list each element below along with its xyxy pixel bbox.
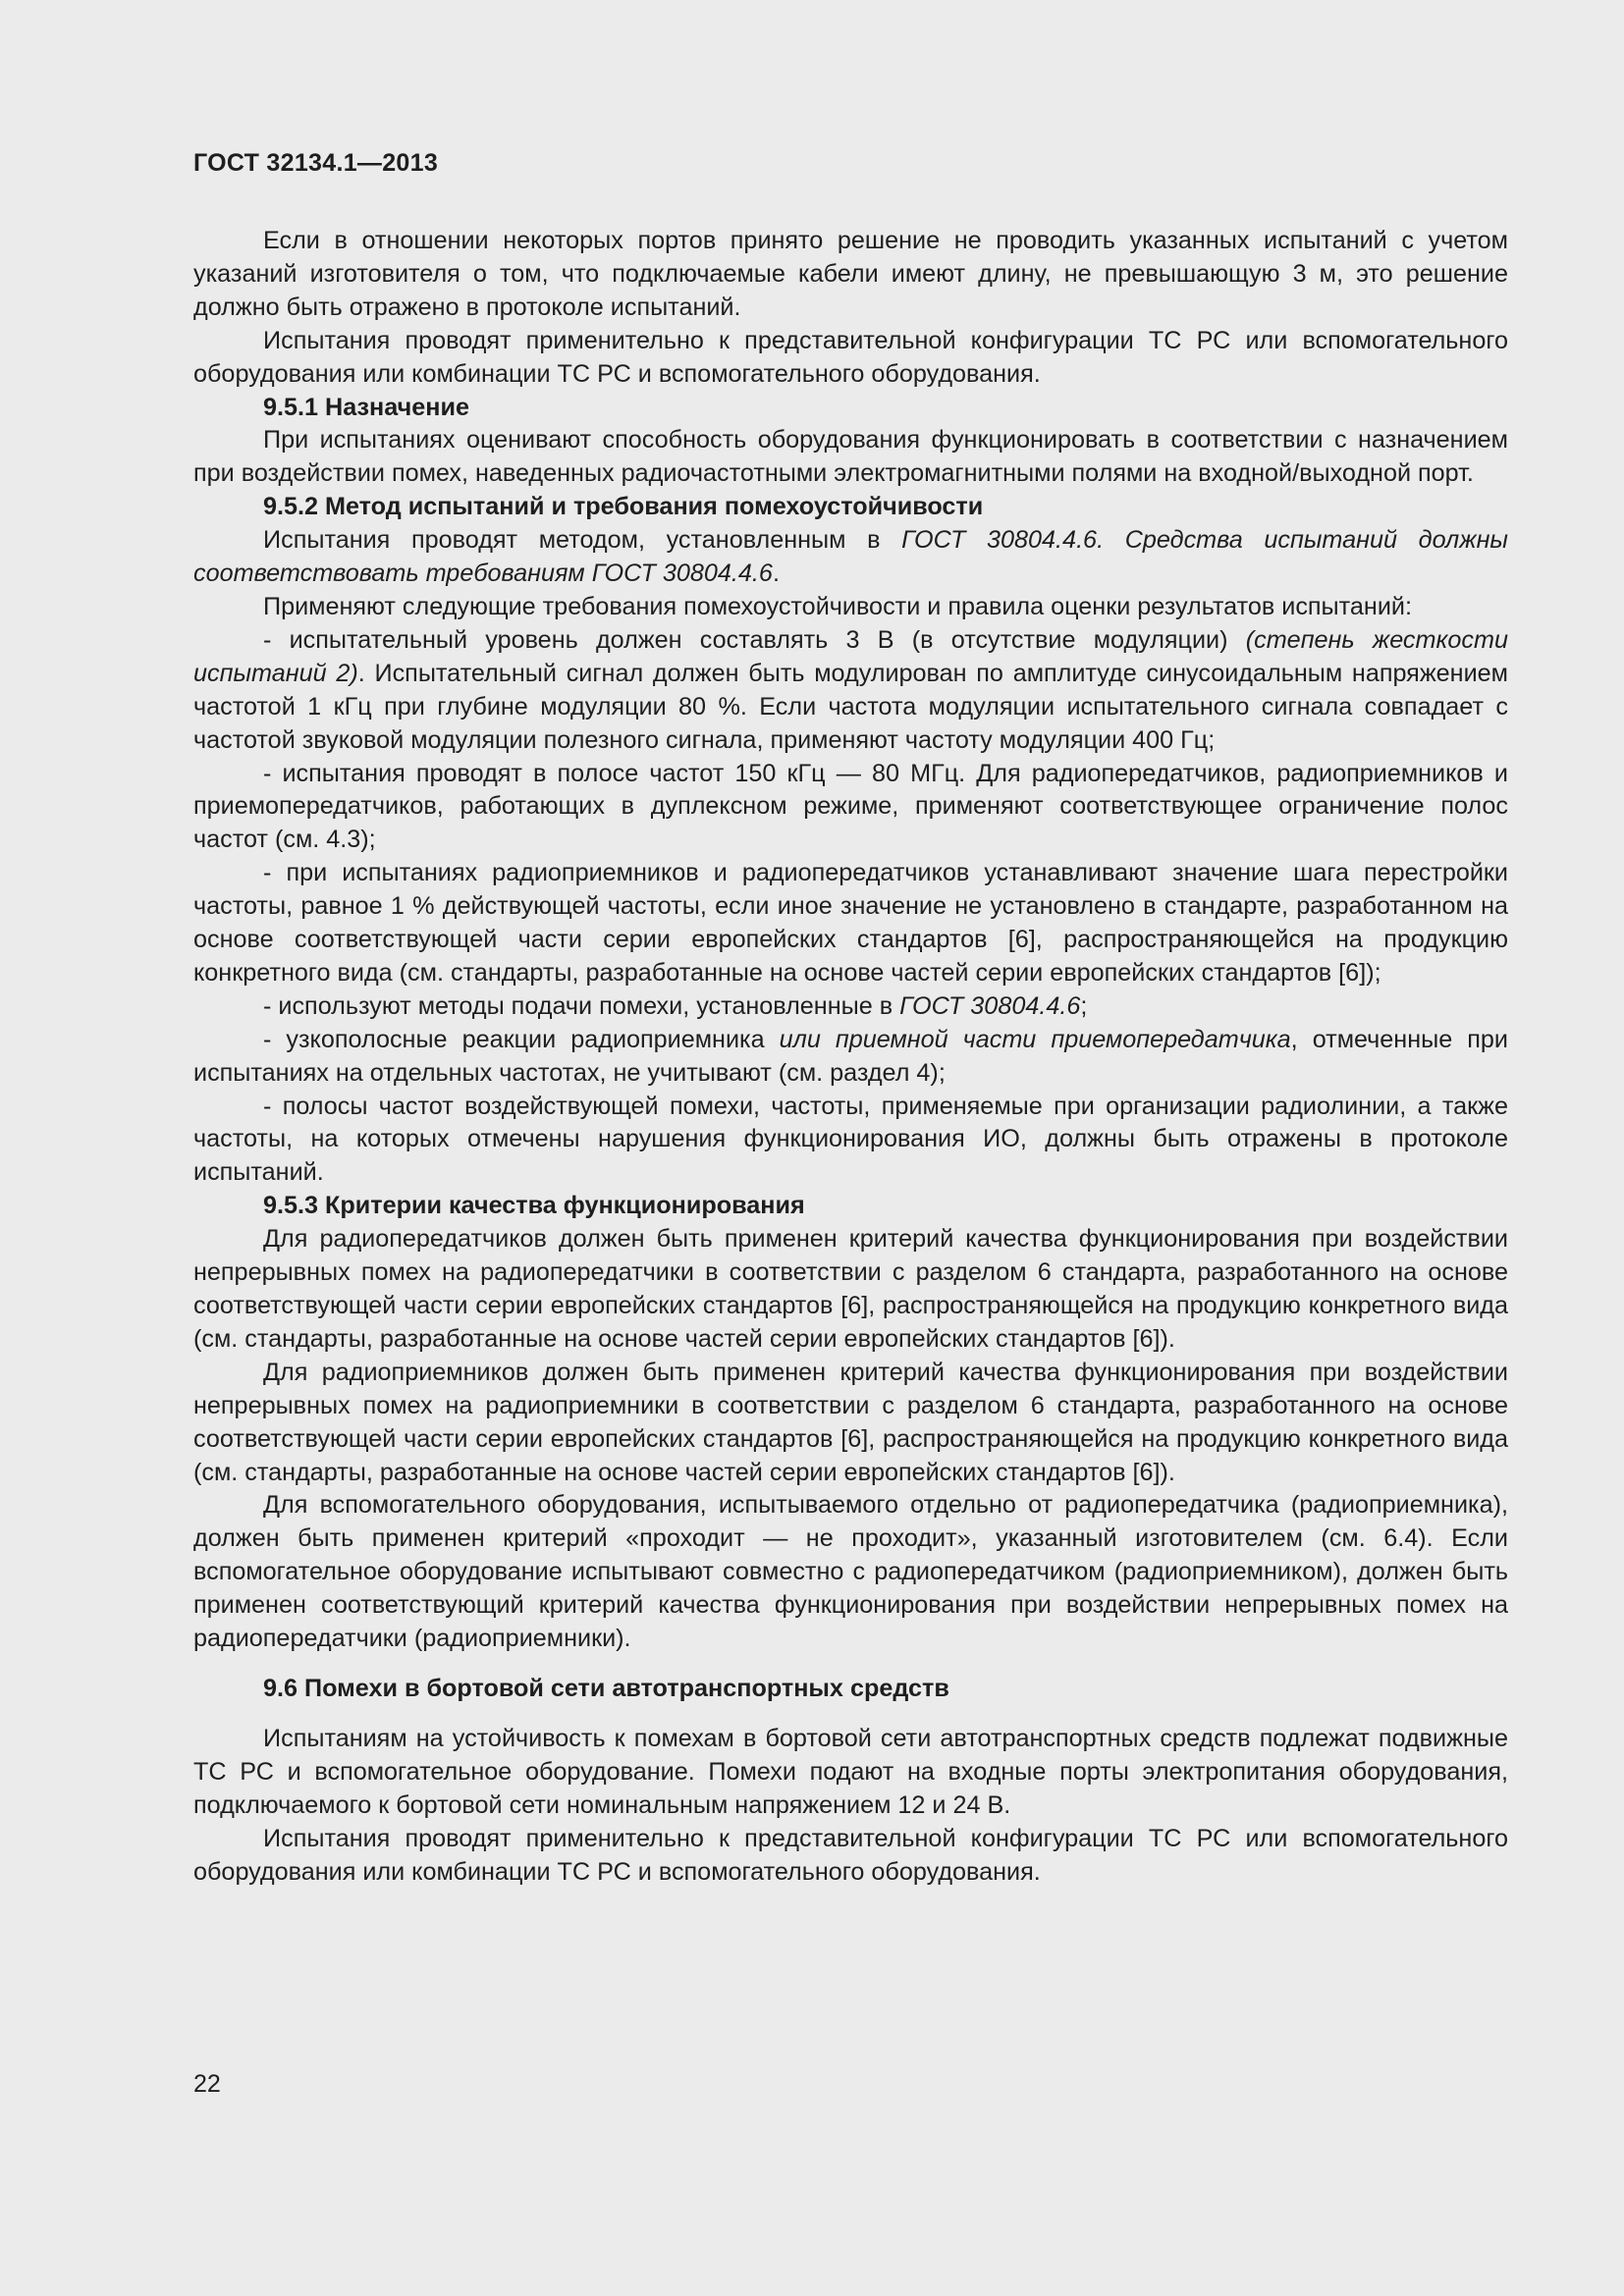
text-run: ;	[1080, 991, 1088, 1020]
text-run: - испытания проводят в полосе частот 150 кГц — 80 МГц. Для радиопередатчиков, радиоприемников и приемопередатчиков, работающих в дуплексном режиме, применяют соответствующее ограничение полос частот (см. 4.3);	[193, 759, 1508, 854]
section-9-6	[193, 1673, 1508, 1889]
italic-text: ГОСТ 30804.4.6. Средства испытаний должны соответствовать требованиям ГОСТ 30804.4.6	[193, 526, 1508, 588]
list-item	[193, 624, 1508, 758]
list-item	[193, 857, 1508, 990]
text-run: - при испытаниях радиоприемников и радиопередатчиков устанавливают значение шага перестройки частоты, равное 1 % действующей частоты, если иное значение не установлено в стандарте, разработанном на основе соответствующей части серии европейских стандартов [6], распространяющейся на продукцию конкретного вида (см. стандарты, разработанные на основе частей серии европейских стандартов [6]);	[193, 859, 1508, 987]
section-heading: 9.6 Помехи в бортовой сети автотранспортных средств	[263, 1674, 949, 1702]
italic-text: ГОСТ 30804.4.6	[899, 991, 1081, 1020]
paragraph	[193, 1489, 1508, 1656]
section-9-5-1	[193, 392, 1508, 492]
list-item	[193, 758, 1508, 858]
list-item	[193, 990, 1508, 1024]
paragraph	[193, 325, 1508, 392]
paragraph	[193, 591, 1508, 624]
paragraph	[193, 524, 1508, 591]
text-run: , отмеченные при испытаниях на отдельных частотах, не учитывают (см. раздел 4);	[193, 1025, 1508, 1087]
section-heading: 9.5.3 Критерии качества функционирования	[263, 1192, 805, 1220]
page-number: 22	[193, 2070, 221, 2098]
text-run: Для радиоприемников должен быть применен критерий качества функционирования при воздействии непрерывных помех на радиоприемники в соответствии с разделом 6 стандарта, разработанного на основе соответствующей части серии европейских стандартов [6], распространяющейся на продукцию конкретного вида (см. стандарты, разработанные на основе частей серии европейских стандартов [6]).	[193, 1358, 1508, 1486]
text-run: Для радиопередатчиков должен быть применен критерий качества функционирования при воздействии непрерывных помех на радиопередатчики в соответствии с разделом 6 стандарта, разработанного на основе соответствующей части серии европейских стандартов [6], распространяющейся на продукцию конкретного вида (см. стандарты, разработанные на основе частей серии европейских стандартов [6]).	[193, 1225, 1508, 1353]
text-run: Испытаниям на устойчивость к помехам в бортовой сети автотранспортных средств подлежат подвижные ТС РС и вспомогательное оборудование. Помехи подают на входные порты электропитания оборудования, подключаемого к бортовой сети номинальным напряжением 12 и 24 В.	[193, 1724, 1508, 1819]
list-item	[193, 1091, 1508, 1191]
section-9-5-3	[193, 1190, 1508, 1656]
text-run: Если в отношении некоторых портов принято решение не проводить указанных испытаний с учетом указаний изготовителя о том, что подключаемые кабели имеют длину, не превышающую 3 м, это решение должно быть отражено в протоколе испытаний.	[193, 227, 1508, 321]
paragraph	[193, 424, 1508, 491]
text-run: - испытательный уровень должен составлять 3 В (в отсутствие модуляции)	[263, 625, 1246, 654]
italic-text: (степень жесткости испытаний 2)	[193, 625, 1508, 687]
section-heading: 9.5.1 Назначение	[263, 393, 469, 421]
paragraph	[193, 225, 1508, 325]
paragraph	[193, 1723, 1508, 1823]
section-heading: 9.5.2 Метод испытаний и требования помехоустойчивости	[263, 493, 984, 521]
text-run: Испытания проводят применительно к представительной конфигурации ТС РС или вспомогательного оборудования или комбинации ТС РС и вспомогательного оборудования.	[193, 1824, 1508, 1886]
document-body	[193, 225, 1508, 1889]
list-item	[193, 1024, 1508, 1091]
text-run: Для вспомогательного оборудования, испытываемого отдельно от радиопередатчика (радиоприемника), должен быть применен критерий «проходит — не проходит», указанный изготовителем (см. 6.4). Если вспомогательное оборудование испытывают совместно с радиопередатчиком (радиоприемником), должен быть применен соответствующий критерий качества функционирования при воздействии непрерывных помех на радиопередатчики (радиоприемники).	[193, 1491, 1508, 1653]
paragraph	[193, 1823, 1508, 1890]
text-run: . Испытательный сигнал должен быть модулирован по амплитуде синусоидальным напряжением частотой 1 кГц при глубине модуляции 80 %. Если частота модуляции испытательного сигнала совпадает с частотой звуковой модуляции полезного сигнала, применяют частоту модуляции 400 Гц;	[193, 659, 1508, 754]
intro-block	[193, 225, 1508, 392]
text-run: Применяют следующие требования помехоустойчивости и правила оценки результатов испытаний:	[263, 592, 1412, 620]
text-run: Испытания проводят применительно к представительной конфигурации ТС РС или вспомогательного оборудования или комбинации ТС РС и вспомогательного оборудования.	[193, 326, 1508, 388]
paragraph	[193, 1357, 1508, 1490]
text-run: Испытания проводят методом, установленным в	[263, 526, 902, 555]
text-run: - полосы частот воздействующей помехи, частоты, применяемые при организации радиолинии, а также частоты, на которых отмечены нарушения функционирования ИО, должны быть отражены в протоколе испытаний.	[193, 1092, 1508, 1187]
section-9-5-2	[193, 491, 1508, 1190]
text-run: - используют методы подачи помехи, установленные в	[263, 991, 900, 1020]
text-run: .	[772, 560, 780, 588]
text-run: - узкополосные реакции радиоприемника	[263, 1025, 780, 1053]
standard-header: ГОСТ 32134.1—2013	[193, 149, 439, 177]
text-run: При испытаниях оценивают способность оборудования функционировать в соответствии с назначением при воздействии помех, наведенных радиочастотными электромагнитными полями на входной/выходной порт.	[193, 426, 1508, 488]
paragraph	[193, 1223, 1508, 1357]
italic-text: или приемной части приемопередатчика	[779, 1025, 1291, 1053]
